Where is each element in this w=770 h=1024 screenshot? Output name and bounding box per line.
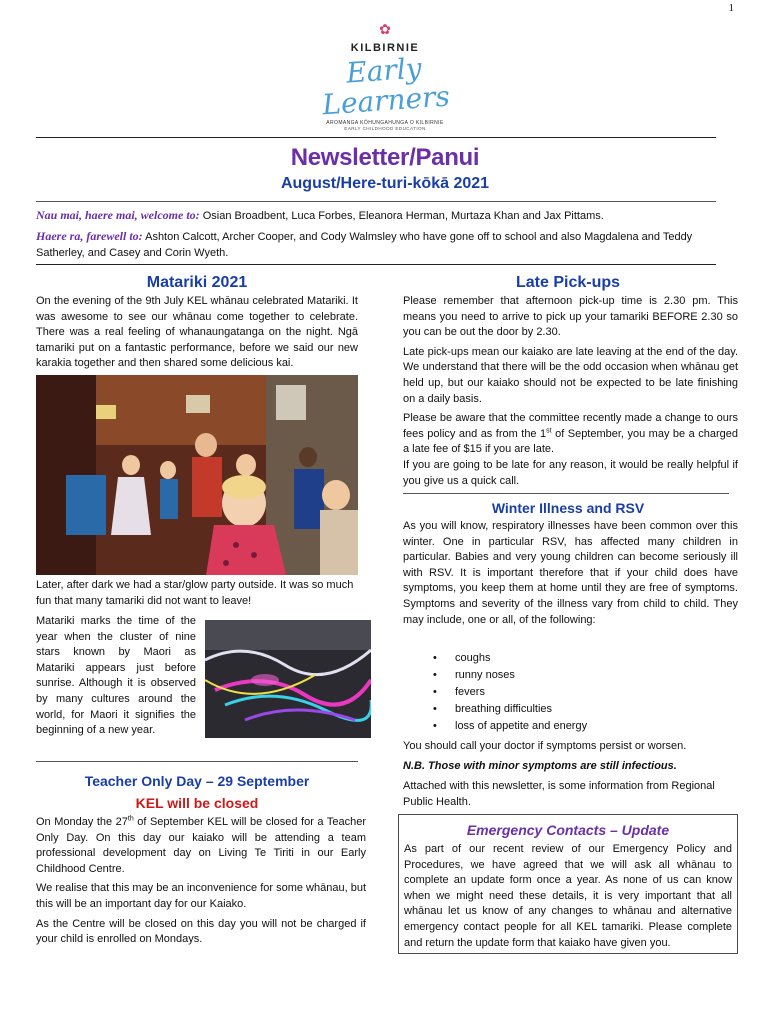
title-divider: [36, 201, 716, 202]
logo-name: KILBIRNIE: [350, 42, 420, 54]
list-item: • runny noses: [455, 667, 770, 684]
teacher-day-p1: On Monday the 27th of September KEL will be closed for a Teacher Only Day. On this day our kaiako will be attending a team professional development day on Living Te Tiriti in our Early Childhood Centre.: [36, 815, 366, 875]
logo-subtitle-maori: AROMANGA KŌHUNGAHUNGA O KILBIRNIE: [326, 120, 444, 126]
farewell-lead: Haere ra, farewell to:: [36, 229, 143, 243]
list-item: • loss of appetite and energy: [455, 718, 770, 735]
infectious-note: N.B. Those with minor symptoms are still infectious.: [403, 760, 677, 772]
list-item: • breathing difficulties: [455, 701, 770, 718]
farewell-names: Ashton Calcott, Archer Cooper, and Cody Walmsley who have gone off to school and also Magdalena and Teddy Satherley, and Casey and Corin Wyeth.: [36, 231, 693, 259]
welcome-line: [36, 208, 726, 225]
matariki-intro: On the evening of the 9th July KEL whānau celebrated Matariki. It was awesome to see our whānau come together to celebrate. There was a real feeling of whanaungatanga on the night. Ngā tamariki put on a fantastic performance, before we said our new karakia together and then shared some delicious kai.: [36, 295, 358, 370]
list-item: • fevers: [455, 684, 770, 701]
late-pickups-p4: If you are going to be late for any reason, it would be really helpful if you give us a quick call.: [403, 458, 738, 487]
intro-divider: [36, 264, 716, 265]
welcome-names: Osian Broadbent, Luca Forbes, Eleanora Herman, Murtaza Khan and Jax Pittams.: [199, 210, 604, 222]
public-health-info: Attached with this newsletter, is some information from Regional Public Health.: [403, 780, 715, 808]
winter-illness-intro: As you will know, respiratory illnesses have been common over this winter. One in particular RSV, has affected many children in particular. Babies and very young children can become seriously ill with RSV. It is important therefore that if your child does have symptoms, you keep them at home until they are free of symptoms. Symptoms and severity of the illness vary from child to child. They may include, one or all, of the following:: [403, 520, 738, 626]
kel-closed-heading: KEL will be closed: [135, 795, 259, 811]
late-pickups-p2: Late pick-ups mean our kaiako are late leaving at the end of the day. We understand that there will be the odd occasion when whānau get held up, but our kaiako should not be expected to be late finishing on a daily basis.: [403, 345, 738, 405]
matariki-heading: Matariki 2021: [146, 274, 248, 291]
late-pickups-p3: Please be aware that the committee recently made a change to ours fees policy and as from the 1st of September, you may be a charged a late fee of $15 if you are late.: [403, 412, 738, 456]
symptom-list: [403, 650, 770, 735]
emergency-contacts-heading: Emergency Contacts – Update: [466, 822, 670, 838]
call-doctor-text: You should call your doctor if symptoms persist or worsen.: [403, 740, 687, 752]
list-item: • coughs: [455, 650, 770, 667]
logo-script: Early Learners: [321, 51, 451, 122]
late-pickups-text: [403, 294, 738, 493]
late-pickups-heading: Late Pick-ups: [515, 274, 621, 291]
emergency-contacts-text: As part of our recent review of our Emergency Policy and Procedures, we have agreed that we will ask all whānau to complete an update form once a year. As none of us can know when we might need these details, it is very important that all whānau let us know of any changes to whānau and alternative emergency contact people for all KEL tamariki. Please complete and return the update form that kaiako have given you.: [404, 843, 732, 949]
glow-party-photo: [205, 620, 371, 738]
logo-subtitle-english: EARLY CHILDHOOD EDUCATION: [344, 126, 426, 131]
newsletter-date: August/Here-turi-kōkā 2021: [280, 175, 490, 192]
newsletter-title: Newsletter/Panui: [290, 144, 480, 171]
matariki-performance-photo: [36, 375, 358, 575]
teacher-day-heading: Teacher Only Day – 29 September: [84, 773, 310, 789]
teacher-day-text: [36, 815, 366, 952]
welcome-lead: Nau mai, haere mai, welcome to:: [36, 208, 200, 222]
kilbirnie-logo: [300, 22, 470, 131]
late-pickups-p1: Please remember that afternoon pick-up time is 2.30 pm. This means you need to arrive to pick up your tamariki BEFORE 2.30 so you can be out the door by 2.30.: [403, 295, 738, 339]
matariki-divider: [36, 761, 358, 762]
late-pickups-divider: [403, 493, 729, 494]
farewell-line: [36, 229, 726, 261]
page-number: 1: [728, 2, 734, 14]
winter-illness-heading: Winter Illness and RSV: [491, 500, 645, 516]
matariki-meaning: Matariki marks the time of the year when the cluster of nine stars known by Maori as Matariki appears just before sunrise. Although it is observed by many cultures around the world, for Maori it signifies the beginning of a new year.: [36, 615, 196, 737]
teacher-day-p3: As the Centre will be closed on this day you will not be charged if your child is enrolled on Mondays.: [36, 917, 366, 946]
flower-icon: ✿: [379, 21, 391, 37]
header-divider: [36, 137, 716, 138]
emergency-contacts-box: [398, 814, 738, 954]
matariki-glow-party: Later, after dark we had a star/glow party outside. It was so much fun that many tamariki did not want to leave!: [36, 579, 354, 607]
teacher-day-p2: We realise that this may be an inconvenience for some whānau, but this will be an important day for our Kaiako.: [36, 882, 366, 910]
